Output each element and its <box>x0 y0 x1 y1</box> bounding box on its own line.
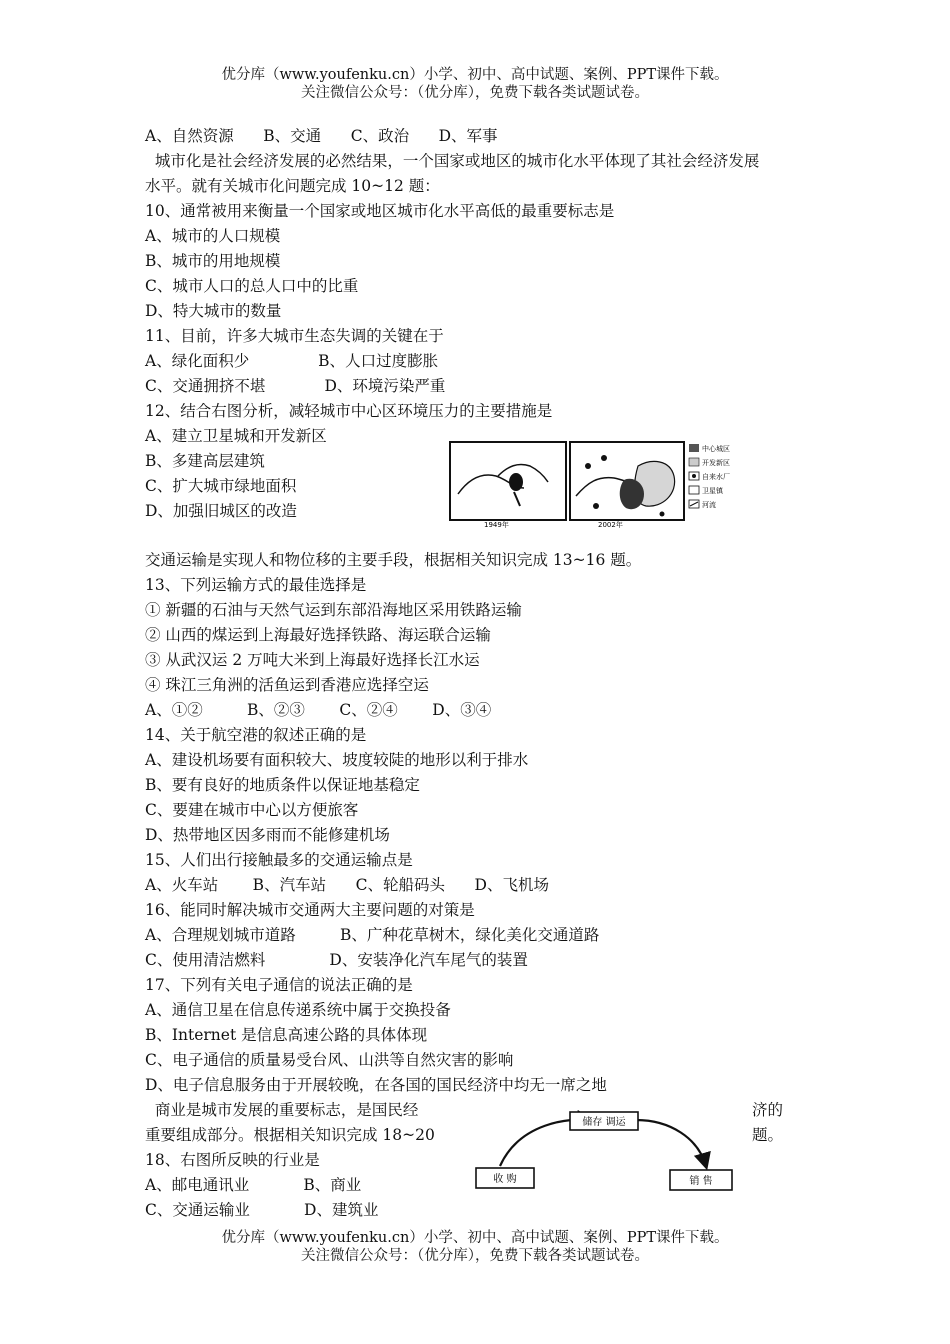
center-city-1949 <box>509 473 523 491</box>
footer-line-2: 关注微信公众号：（优分库），免费下载各类试题试卷。 <box>301 1248 649 1264</box>
page-header <box>0 66 950 102</box>
question-10: 10、通常被用来衡量一个国家或地区城市化水平高低的最重要标志是 <box>145 202 615 220</box>
q10-option-c: C、城市人口的总人口中的比重 <box>145 277 359 295</box>
q13-item-2: ② 山西的煤运到上海最好选择铁路、海运联合运输 <box>145 626 491 644</box>
q9-options: A、自然资源 B、交通 C、政治 D、军事 <box>145 127 498 145</box>
page-footer <box>0 1229 950 1265</box>
q14-option-a: A、建设机场要有面积较大、坡度较陡的地形以利于排水 <box>145 751 529 769</box>
satellite-town-1 <box>585 463 591 469</box>
road-1949 <box>514 492 520 506</box>
box-sales-label: 销 售 <box>689 1176 713 1187</box>
question-13: 13、下列运输方式的最佳选择是 <box>145 576 367 594</box>
commerce-flow-figure <box>470 1108 738 1198</box>
legend-center: 中心城区 <box>702 445 730 453</box>
legend-water-dot <box>692 474 696 478</box>
q13-item-3: ③ 从武汉运 2 万吨大米到上海最好选择长江水运 <box>145 651 480 669</box>
intro-urbanization-2: 水平。就有关城市化问题完成 10~12 题： <box>145 177 440 195</box>
intro-commerce-1b: 济的 <box>752 1101 784 1119</box>
q12-option-b: B、多建高层建筑 <box>145 452 265 470</box>
q16-options-ab: A、合理规划城市道路 B、广种花草树木，绿化美化交通道路 <box>145 926 600 944</box>
intro-commerce-2b: 题。 <box>752 1126 784 1144</box>
legend-river: 河流 <box>702 501 716 509</box>
q17-option-c: C、电子通信的质量易受台风、山洪等自然灾害的影响 <box>145 1051 514 1069</box>
q17-option-a: A、通信卫星在信息传递系统中属于交换投备 <box>145 1001 451 1019</box>
q13-options: A、①② B、②③ C、②④ D、③④ <box>145 701 492 719</box>
q14-option-c: C、要建在城市中心以方便旅客 <box>145 801 359 819</box>
q18-options-cd: C、交通运输业 D、建筑业 <box>145 1201 379 1219</box>
q14-option-d: D、热带地区因多雨而不能修建机场 <box>145 826 390 844</box>
legend-swatch-dev <box>689 458 699 466</box>
intro-commerce-1a: 商业是城市发展的重要标志，是国民经 <box>145 1101 419 1119</box>
q13-item-1: ① 新疆的石油与天然气运到东部沿海地区采用铁路运输 <box>145 601 522 619</box>
box-purchase-label: 收 购 <box>493 1174 517 1185</box>
arrow-storage-to-sales <box>636 1120 706 1166</box>
intro-commerce-2a: 重要组成部分。根据相关知识完成 18~20 <box>145 1126 435 1144</box>
footer-line-1: 优分库（www.youfenku.cn）小学、初中、高中试题、案例、PPT课件下载。 <box>221 1230 729 1246</box>
q13-item-4: ④ 珠江三角洲的活鱼运到香港应选择空运 <box>145 676 429 694</box>
river-branch-1949 <box>498 464 548 482</box>
legend-town: 卫星镇 <box>702 487 723 495</box>
satellite-town-2 <box>601 455 607 461</box>
satellite-town-4 <box>660 512 665 517</box>
q17-option-d: D、电子信息服务由于开展较晚，在各国的国民经济中均无一席之地 <box>145 1076 607 1094</box>
q12-option-d: D、加强旧城区的改造 <box>145 502 297 520</box>
box-storage-label: 储存 调运 <box>582 1117 626 1128</box>
question-14: 14、关于航空港的叙述正确的是 <box>145 726 367 744</box>
q14-option-b: B、要有良好的地质条件以保证地基稳定 <box>145 776 420 794</box>
q16-options-cd: C、使用清洁燃料 D、安装净化汽车尾气的装置 <box>145 951 528 969</box>
header-line-2: 关注微信公众号：（优分库），免费下载各类试题试卷。 <box>301 85 649 101</box>
q12-option-c: C、扩大城市绿地面积 <box>145 477 297 495</box>
intro-urbanization-1: 城市化是社会经济发展的必然结果，一个国家或地区的城市化水平体现了其社会经济发展 <box>145 152 760 170</box>
intro-transport: 交通运输是实现人和物位移的主要手段，根据相关知识完成 13~16 题。 <box>145 551 642 569</box>
q10-option-d: D、特大城市的数量 <box>145 302 282 320</box>
city-expansion-figure <box>448 436 760 528</box>
question-18: 18、右图所反映的行业是 <box>145 1151 320 1169</box>
q10-option-b: B、城市的用地规模 <box>145 252 281 270</box>
q12-option-a: A、建立卫星城和开发新区 <box>145 427 327 445</box>
legend-swatch-town <box>689 486 699 494</box>
legend-dev: 开发新区 <box>702 459 730 467</box>
caption-2002: 2002年 <box>598 521 623 528</box>
question-12: 12、结合右图分析，减轻城市中心区环境压力的主要措施是 <box>145 402 553 420</box>
header-line-1: 优分库（www.youfenku.cn）小学、初中、高中试题、案例、PPT课件下载。 <box>221 67 729 83</box>
question-17: 17、下列有关电子通信的说法正确的是 <box>145 976 413 994</box>
q15-options: A、火车站 B、汽车站 C、轮船码头 D、飞机场 <box>145 876 549 894</box>
caption-1949: 1949年 <box>484 521 509 528</box>
q11-options-ab: A、绿化面积少 B、人口过度膨胀 <box>145 352 439 370</box>
q17-option-b: B、Internet 是信息高速公路的具体体现 <box>145 1026 428 1044</box>
question-11: 11、目前，许多大城市生态失调的关键在于 <box>145 327 444 345</box>
q10-option-a: A、城市的人口规模 <box>145 227 281 245</box>
q18-options-ab: A、邮电通讯业 B、商业 <box>145 1176 362 1194</box>
question-16: 16、能同时解决城市交通两大主要问题的对策是 <box>145 901 475 919</box>
legend-swatch-center <box>689 444 699 452</box>
question-15: 15、人们出行接触最多的交通运输点是 <box>145 851 413 869</box>
q11-options-cd: C、交通拥挤不堪 D、环境污染严重 <box>145 377 446 395</box>
legend-water: 自来水厂 <box>702 473 730 481</box>
satellite-town-3 <box>593 503 599 509</box>
